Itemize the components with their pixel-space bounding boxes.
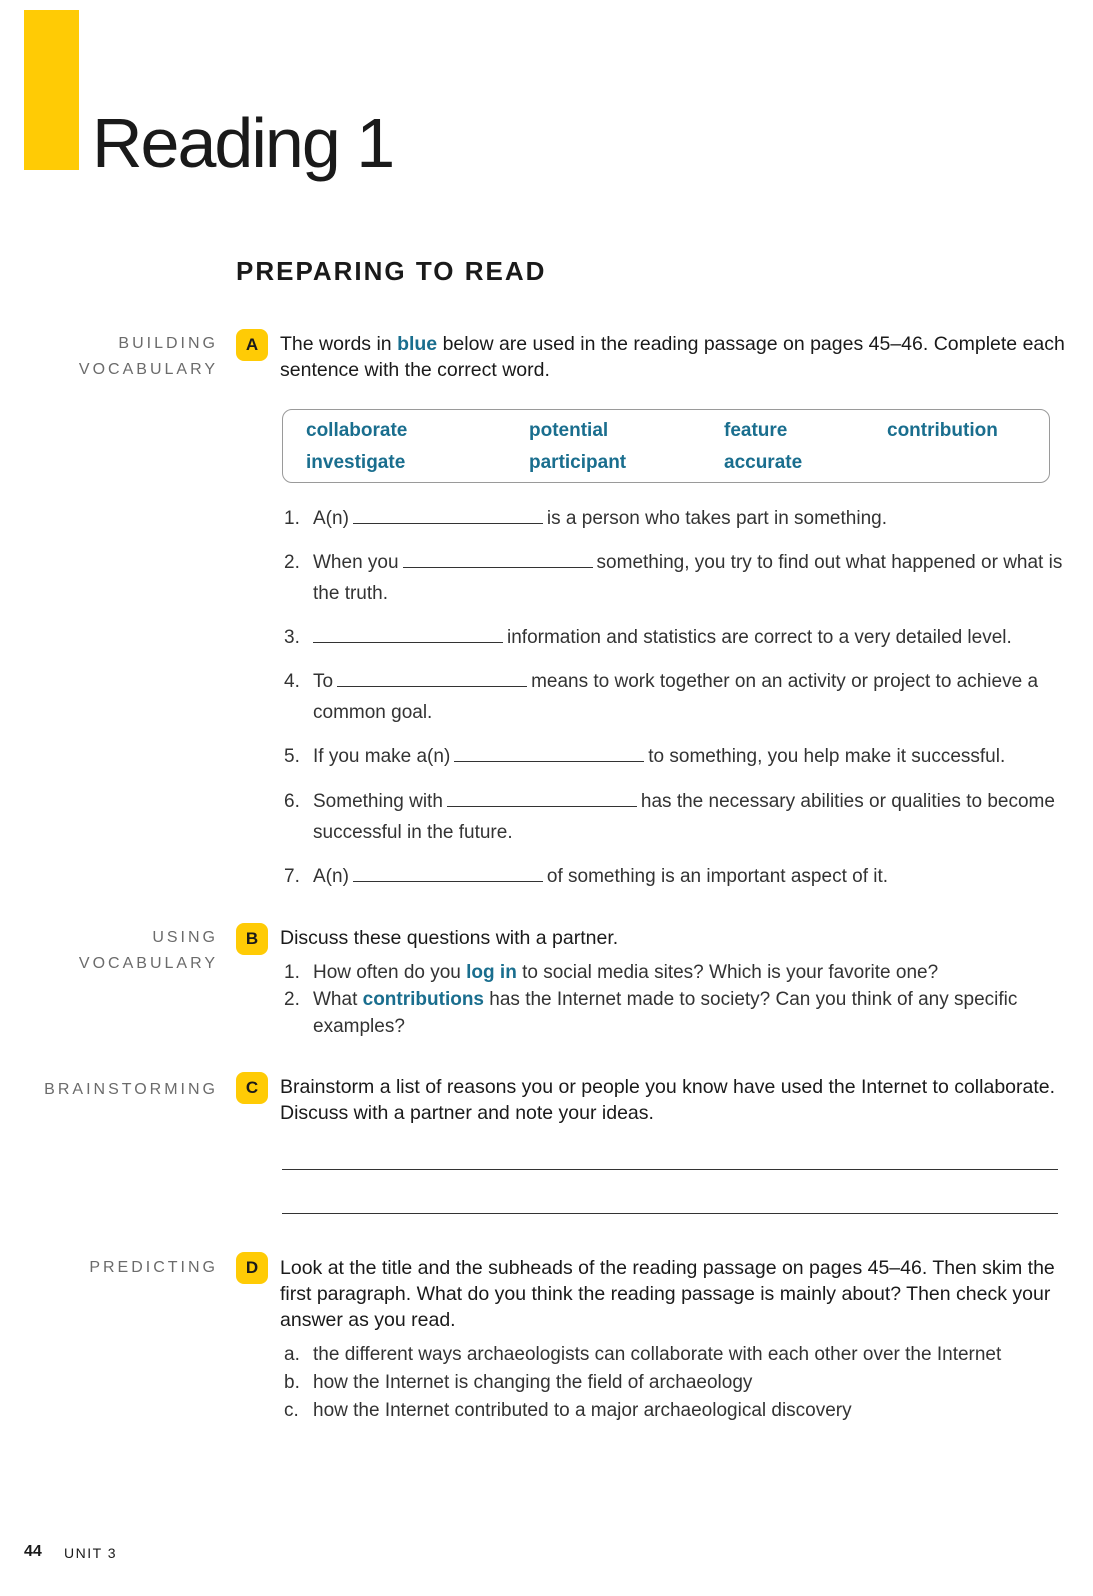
unit-label: UNIT 3 — [64, 1545, 118, 1561]
word-bank — [282, 409, 1050, 483]
discussion-question: 1. How often do you log in to social media sites? Which is your favorite one? — [284, 962, 939, 983]
answer-blank[interactable] — [403, 548, 593, 568]
fill-in-item: 2. When you something, you try to find out what happened or what is the truth. — [284, 547, 1074, 609]
exercise-badge-b: B — [236, 923, 268, 955]
word-bank-item: feature — [724, 420, 788, 441]
fill-in-item: 6. Something with has the necessary abilities or qualities to become successful in the future. — [284, 786, 1074, 848]
answer-blank[interactable] — [337, 667, 527, 687]
writing-line[interactable] — [282, 1169, 1058, 1170]
answer-blank[interactable] — [313, 623, 503, 643]
exercise-d-instruction: Look at the title and the subheads of the reading passage on pages 45–46. Then skim the first paragraph. What do you think the reading passage is mainly about? Then check your answer as you read. — [280, 1257, 1055, 1331]
answer-option[interactable]: a. the different ways archaeologists can collaborate with each other over the Internet — [284, 1344, 1002, 1365]
fill-in-item: 3. information and statistics are correct to a very detailed level. — [284, 622, 1074, 653]
exercise-c-instruction: Brainstorm a list of reasons you or people you know have used the Internet to collaborate. Discuss with a partner and note your ideas. — [280, 1076, 1056, 1124]
label-using-vocabulary: USING VOCABULARY — [78, 929, 218, 972]
fill-in-item: 5. If you make a(n) to something, you help make it successful. — [284, 741, 1074, 772]
label-predicting: PREDICTING — [89, 1259, 218, 1276]
word-bank-item: investigate — [306, 452, 406, 473]
accent-bar — [24, 10, 79, 170]
word-bank-item: accurate — [724, 452, 803, 473]
answer-option[interactable]: c. how the Internet contributed to a major archaeological discovery — [284, 1400, 852, 1421]
word-bank-item: collaborate — [306, 420, 408, 441]
answer-blank[interactable] — [353, 862, 543, 882]
writing-line[interactable] — [282, 1213, 1058, 1214]
page-title: Reading 1 — [92, 104, 394, 182]
answer-blank[interactable] — [353, 504, 543, 524]
section-heading: PREPARING TO READ — [236, 256, 547, 286]
exercise-badge-a: A — [236, 329, 268, 361]
label-brainstorming: BRAINSTORMING — [44, 1081, 218, 1098]
word-bank-item: potential — [529, 420, 609, 441]
exercise-badge-c: C — [236, 1072, 268, 1104]
word-bank-item: contribution — [887, 420, 998, 441]
exercise-a-instruction: The words in blue below are used in the reading passage on pages 45–46. Complete each sentence with the correct word. — [280, 333, 1065, 381]
discussion-question: 2. What contributions has the Internet made to society? Can you think of any specific examples? — [284, 989, 1018, 1037]
fill-in-item: 1. A(n) is a person who takes part in something. — [284, 503, 1074, 534]
answer-blank[interactable] — [447, 787, 637, 807]
fill-in-item: 4. To means to work together on an activity or project to achieve a common goal. — [284, 666, 1074, 728]
exercise-badge-d: D — [236, 1252, 268, 1284]
page-number: 44 — [24, 1543, 42, 1560]
answer-blank[interactable] — [454, 742, 644, 762]
word-bank-item: participant — [529, 452, 627, 473]
exercise-b-instruction: Discuss these questions with a partner. — [280, 927, 619, 949]
label-building-vocabulary: BUILDING VOCABULARY — [78, 335, 218, 378]
fill-in-item: 7. A(n) of something is an important aspect of it. — [284, 861, 1074, 892]
answer-option[interactable]: b. how the Internet is changing the field of archaeology — [284, 1372, 753, 1393]
